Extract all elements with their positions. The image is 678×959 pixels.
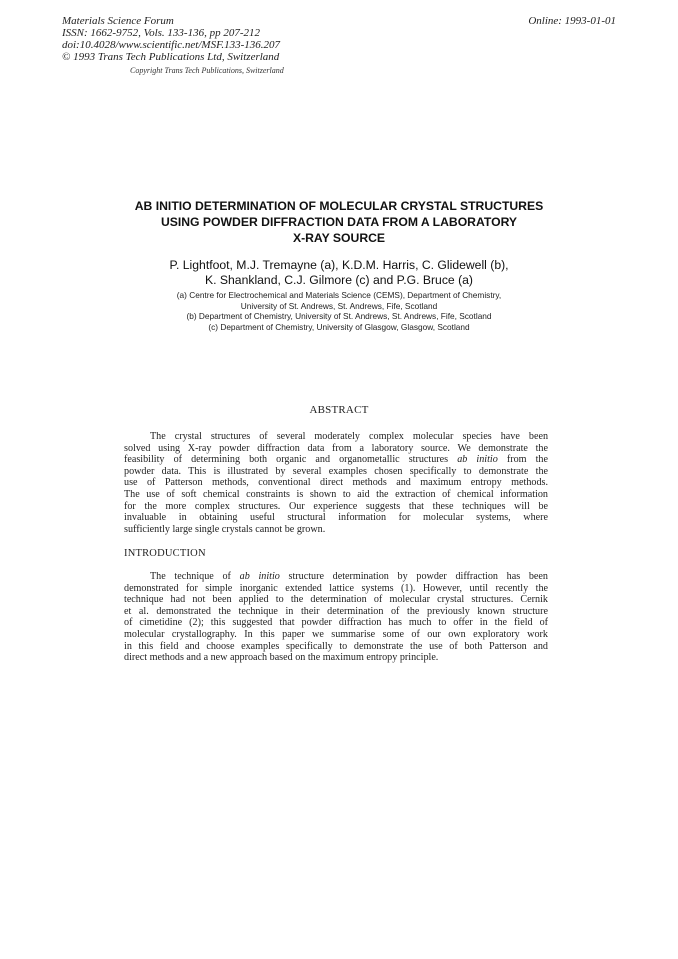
affiliation-line: (b) Department of Chemistry, University of St. Andrews, St. Andrews, Fife, Scotland bbox=[186, 311, 492, 322]
affiliation-line: University of St. Andrews, St. Andrews, Fife, Scotland bbox=[240, 300, 438, 311]
introduction-body bbox=[124, 571, 548, 664]
introduction-heading: INTRODUCTION bbox=[124, 548, 206, 559]
affiliation-line: (a) Centre for Electrochemical and Materials Science (CEMS), Department of Chemistry, bbox=[176, 290, 502, 300]
title-line: X-RAY SOURCE bbox=[292, 231, 386, 245]
abstract-line: feasibility of determining both organic and organometallic structures ab initio from the bbox=[124, 454, 548, 466]
author-line: K. Shankland, C.J. Gilmore (c) and P.G. Bruce (a) bbox=[204, 273, 473, 287]
author-list bbox=[120, 258, 558, 288]
abstract-line: for the more complex structures. Our experience suggests that these techniques will be bbox=[124, 500, 548, 512]
introduction-line: of cimetidine (2); this suggested that powder diffraction has much to offer in the field of bbox=[124, 617, 548, 629]
introduction-line: in this field and choose examples specifically to demonstrate the use of both Patterson and bbox=[124, 640, 548, 652]
journal-header bbox=[62, 15, 280, 63]
abstract-line: powder data. This is illustrated by several examples chosen specifically to demonstrate the bbox=[124, 465, 548, 477]
copyright-stamp: Copyright Trans Tech Publications, Switzerland bbox=[130, 66, 284, 75]
affiliations bbox=[120, 290, 558, 332]
abstract-line: The crystal structures of several moderately complex molecular species have been bbox=[150, 431, 548, 442]
introduction-line: et al. demonstrated the technique in their determination of the previously known structure bbox=[124, 605, 548, 617]
abstract-line: sufficiently large single crystals cannot be grown. bbox=[124, 523, 326, 535]
paper-title bbox=[100, 198, 578, 246]
ab-initio-emphasis: ab initio bbox=[457, 454, 498, 466]
abstract-body bbox=[124, 431, 548, 535]
introduction-line: demonstrated for simple inorganic extended lattice systems (1). However, until recently the bbox=[124, 582, 548, 594]
affiliation-line: (c) Department of Chemistry, University of Glasgow, Glasgow, Scotland bbox=[208, 321, 470, 332]
publisher-line: © 1993 Trans Tech Publications Ltd, Switzerland bbox=[62, 51, 280, 63]
online-date: Online: 1993-01-01 bbox=[528, 15, 616, 27]
title-line: USING POWDER DIFFRACTION DATA FROM A LABORATORY bbox=[160, 215, 518, 229]
title-line: AB INITIO DETERMINATION OF MOLECULAR CRYSTAL STRUCTURES bbox=[134, 199, 544, 213]
abstract-line: invaluable in obtaining useful structural information for molecular systems, where bbox=[124, 512, 548, 524]
ab-initio-emphasis: ab initio bbox=[239, 571, 280, 582]
abstract-line: solved using X-ray powder diffraction data from a laboratory source. We demonstrate the bbox=[124, 442, 548, 454]
abstract-line: use of Patterson methods, conventional direct methods and maximum entropy methods. bbox=[124, 477, 548, 489]
introduction-line: molecular crystallography. In this paper we summarise some of our own exploratory work bbox=[124, 628, 548, 640]
introduction-line: direct methods and a new approach based on the maximum entropy principle. bbox=[124, 652, 439, 664]
journal-name: Materials Science Forum bbox=[62, 15, 174, 27]
introduction-line: The technique of ab initio structure determination by powder diffraction has been bbox=[150, 571, 548, 582]
doi-line: doi:10.4028/www.scientific.net/MSF.133-136.207 bbox=[62, 39, 281, 51]
issn-line: ISSN: 1662-9752, Vols. 133-136, pp 207-212 bbox=[62, 27, 260, 39]
author-line: P. Lightfoot, M.J. Tremayne (a), K.D.M. Harris, C. Glidewell (b), bbox=[169, 258, 509, 272]
abstract-line: The use of soft chemical constraints is shown to aid the extraction of chemical information bbox=[124, 488, 548, 500]
introduction-line: technique had not been applied to the determination of molecular crystal structures. Cernik bbox=[124, 594, 548, 606]
abstract-heading: ABSTRACT bbox=[309, 404, 369, 416]
